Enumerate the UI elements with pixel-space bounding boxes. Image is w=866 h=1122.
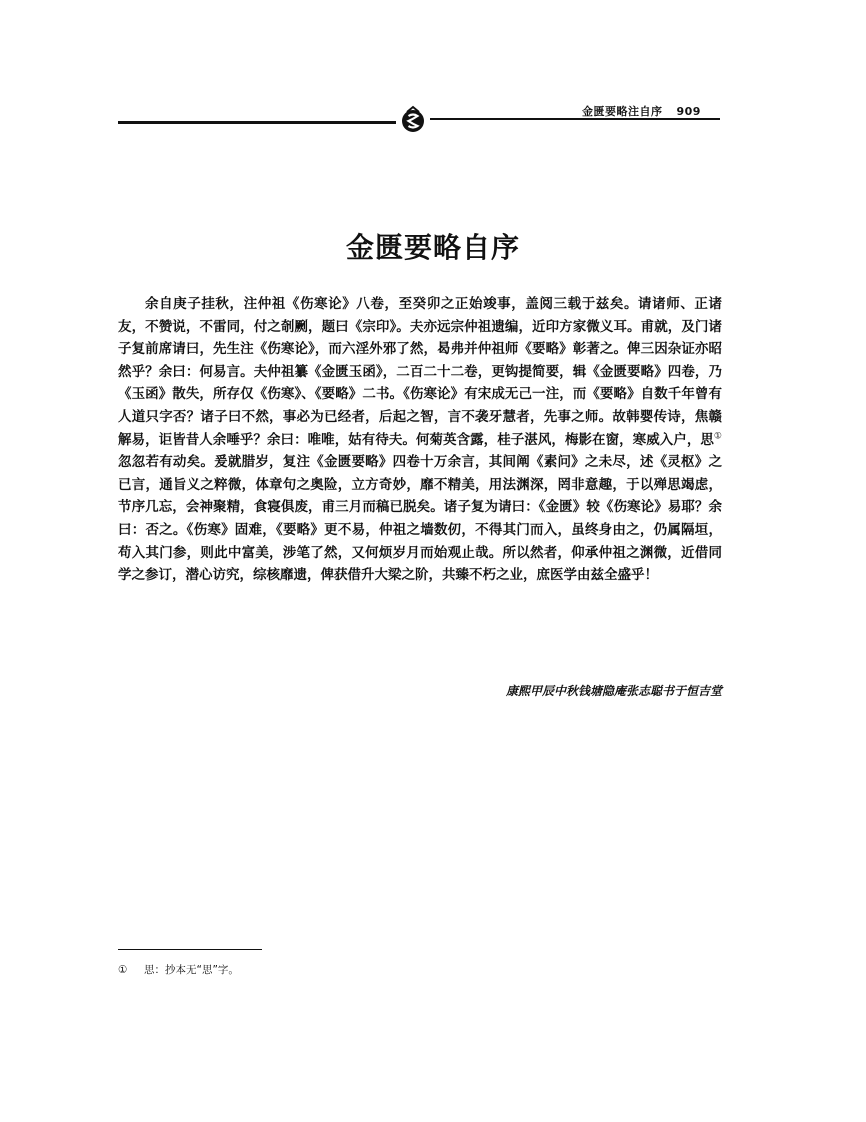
footnote-marker: ① <box>118 964 128 976</box>
footnote-text: 思：抄本无“思”字。 <box>144 964 239 976</box>
preface-text-part-1: 余自庚子挂秋，注仲祖《伤寒论》八卷，至癸卯之正始竣事，盖阅三载于兹矣。请诸师、正诸友，不赞说，不雷同，付之剞劂，题曰《宗印》。夫亦远宗仲祖遗编，近印方家微义耳。甫就，及门诸子复前席请曰，先生注《伤寒论》，而六淫外邪了然，曷弗并仲祖师《要略》彰著之。俾三因杂证亦昭然乎？余曰：何易言。夫仲祖纂《金匮玉函》，二百二十二卷，更钩提简要，辑《金匮要略》四卷，乃《玉函》散失，所存仅《伤寒》、《要略》二书。《伤寒论》有宋成无己一注，而《要略》自数千年曾有人道只字否？诸子曰不然，事必为已经者，后起之智，言不袭牙慧者，先事之师。故韩婴传诗，焦赣解易，讵皆昔人余唾乎？余曰：唯唯，姑有待夫。何菊英含露，桂子湛风，梅影在窗，寒威入户，思 <box>118 296 722 448</box>
preface-text-part-2: 忽忽若有动矣。爰就腊岁，复注《金匮要略》四卷十万余言，其间阐《素问》之未尽，述《灵枢》之已言，通旨义之粹微，体章句之奥险，立方奇妙，靡不精美，用法渊深，罔非意趣，于以殚思竭虑，节序几忘，会神聚精，食寝俱废，甫三月而稿已脱矣。诸子复为请曰：《金匮》较《伤寒论》易耶？余曰：否之。《伤寒》固难，《要略》更不易，仲祖之墙数仞，不得其门而入，虽终身由之，仍属隔垣，苟入其门参，则此中富美，涉笔了然，又何烦岁月而始观止哉。所以然者，仰承仲祖之渊微，近借同学之参订，潜心访究，综核靡遗，俾获借升大梁之阶，共臻不朽之业，庶医学由兹全盛乎！ <box>118 454 722 584</box>
running-head <box>582 103 701 119</box>
footnote-reference[interactable]: ① <box>713 431 722 442</box>
page-title: 金匮要略自序 <box>345 231 520 264</box>
publisher-emblem-icon <box>398 105 428 135</box>
signature-line: 康熙甲辰中秋钱塘隐庵张志聪书于恒吉堂 <box>505 684 722 698</box>
page-number: 909 <box>676 105 701 118</box>
running-title: 金匮要略注自序 <box>582 105 663 118</box>
preface-paragraph <box>118 293 722 587</box>
footnote-rule <box>118 949 262 950</box>
header-rule-left <box>118 121 396 124</box>
footnote <box>118 962 239 977</box>
